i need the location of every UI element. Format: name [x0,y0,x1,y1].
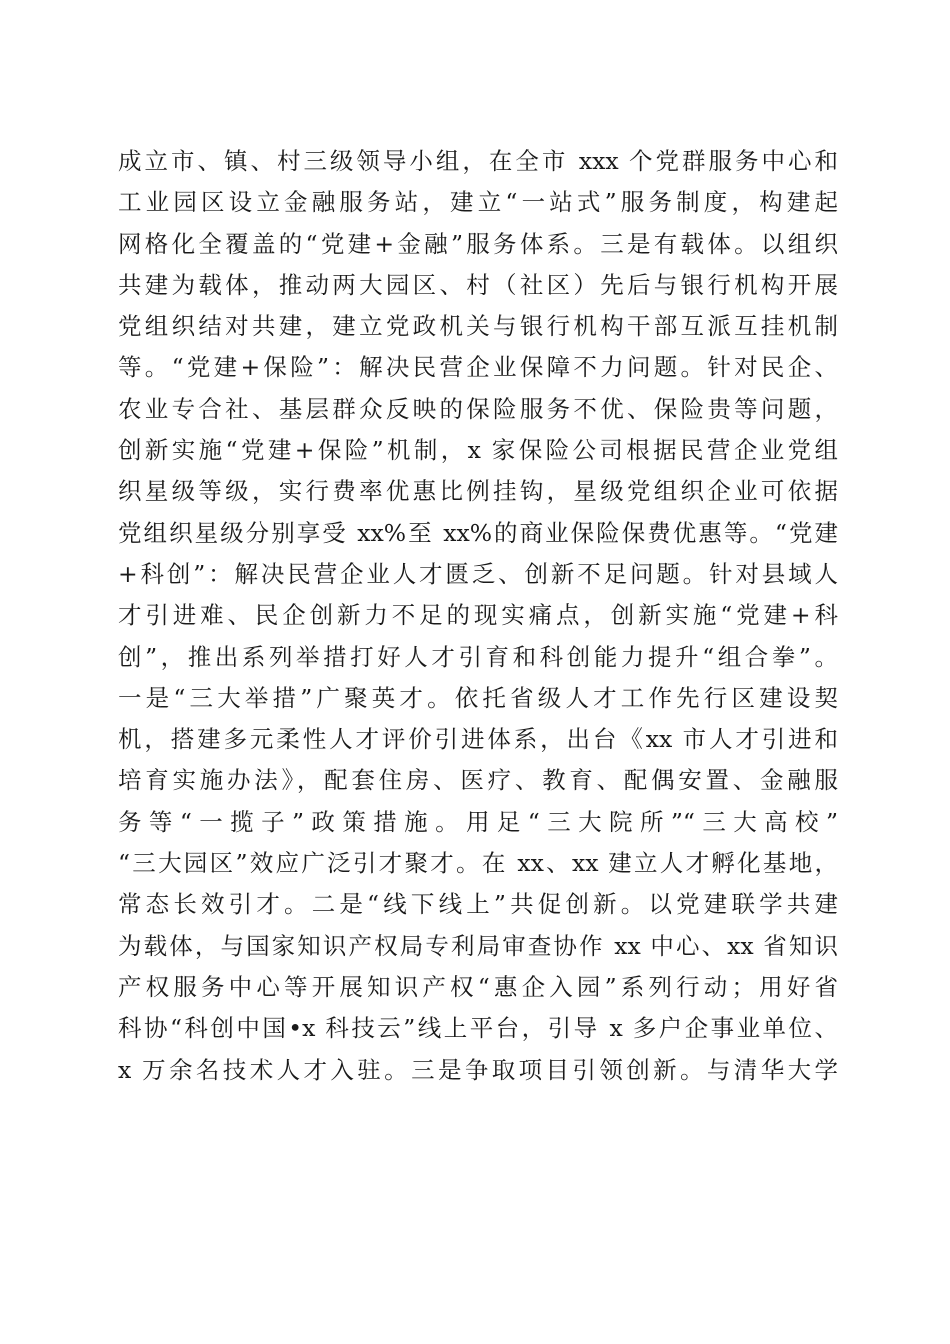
text-line: 等。“党建+保险”：解决民营企业保障不力问题。针对民企、 [118,353,838,382]
text-line: 成立市、镇、村三级领导小组，在全市 xxx 个党群服务中心和 [118,147,838,175]
text-line: 农业专合社、基层群众反映的保险服务不优、保险贵等问题， [118,394,838,423]
text-line: “三大园区”效应广泛引才聚才。在 xx、xx 建立人才孵化基地， [118,849,838,878]
text-line: 共建为载体，推动两大园区、村（社区）先后与银行机构开展 [118,270,838,299]
text-line: 工业园区设立金融服务站，建立“一站式”服务制度，构建起 [118,188,838,217]
text-line: 织星级等级，实行费率优惠比例挂钩，星级党组织企业可依据 [118,477,838,506]
body-paragraph [118,141,838,1091]
text-line: 网格化全覆盖的“党建+金融”服务体系。三是有载体。以组织 [118,229,838,258]
text-line: 科协“科创中国•x 科技云”线上平台，引导 x 多户企事业单位、 [118,1014,838,1043]
text-line: 党组织结对共建，建立党政机关与银行机构干部互派互挂机制 [118,312,838,341]
text-line: 产权服务中心等开展知识产权“惠企入园”系列行动；用好省 [118,972,838,1001]
text-line: 才引进难、民企创新力不足的现实痛点，创新实施“党建+科 [118,601,838,630]
text-line: 机，搭建多元柔性人才评价引进体系，出台《xx 市人才引进和 [118,725,838,754]
text-line: 务等“一揽子”政策措施。用足“三大院所”“三大高校” [118,807,838,836]
text-line: 为载体，与国家知识产权局专利局审查协作 xx 中心、xx 省知识 [118,931,839,960]
text-line: 培育实施办法》，配套住房、医疗、教育、配偶安置、金融服 [118,766,838,795]
text-line: x 万余名技术人才入驻。三是争取项目引领创新。与清华大学 [118,1055,838,1084]
text-line: 常态长效引才。二是“线下线上”共促创新。以党建联学共建 [118,890,838,919]
text-line: +科创”：解决民营企业人才匮乏、创新不足问题。针对县域人 [118,559,838,588]
text-line: 党组织星级分别享受 xx%至 xx%的商业保险保费优惠等。“党建 [118,518,838,547]
text-line: 一是“三大举措”广聚英才。依托省级人才工作先行区建设契 [118,683,838,712]
text-line: 创”，推出系列举措打好人才引育和科创能力提升“组合拳”。 [118,642,838,671]
text-line: 创新实施“党建+保险”机制，x 家保险公司根据民营企业党组 [118,436,838,465]
